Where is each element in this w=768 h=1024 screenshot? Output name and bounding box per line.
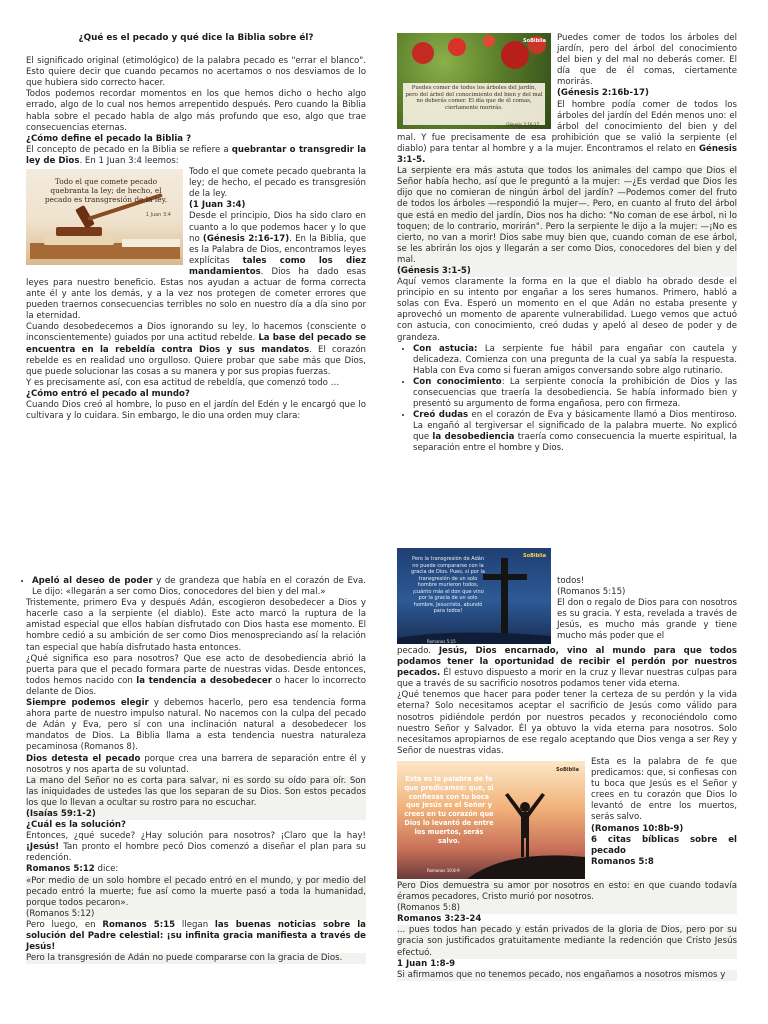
image-verse-text: Puedes comer de todos los árboles del jardín, pero del árbol del conocimiento del bien y del mal no deberás comer. El día que de él comas, ciertamente morirás. — [405, 85, 543, 111]
section-heading: ¿Cuál es la solución? — [26, 820, 126, 831]
section-heading: 1 Juan 1:8-9 — [397, 958, 456, 969]
page-title: ¿Qué es el pecado y qué dice la Biblia sobre él? — [78, 33, 314, 43]
paragraph: El concepto de pecado en la Biblia se refiere a quebrantar o transgredir la ley de Dios. En 1 Juan 3:4 leemos: — [26, 144, 366, 166]
list-item: • Con conocimiento: La serpiente conocía la prohibición de Dios y las consecuencias que traería la desobediencia. Se había informado bien y presentó su argumento de forma engañosa, pero con firmeza. — [413, 377, 737, 410]
list-item: • Apeló al deseo de poder y de grandeza que había en el corazón de Eva. Le dijo: «llegarán a ser como Dios, conocedores del bien y del mal.» — [32, 576, 366, 598]
image-verse-ref: Romanos 5:15 — [427, 639, 456, 644]
paragraph: El don o regalo de Dios para con nosotros es su gracia. Y esta, revelada a través de Jesús, es mucho más grande y tiene mucho más poder que el — [557, 598, 737, 642]
paragraph: Entonces, ¿qué sucede? ¿Hay solución para nosotros? ¡Claro que la hay! ¡Jesús! Tan pronto el hombre pecó Dios comenzó a diseñar el plan para su redención. — [26, 831, 366, 864]
paragraph: Y es precisamente así, con esa actitud de rebeldía, que comenzó todo … — [26, 377, 340, 388]
verse-quote: La serpiente era más astuta que todos los animales del campo que Dios el Señor había hecho, así que le preguntó a la mujer: —¿Es verdad que Dios les dijo que no comieran de ningún árbol del jardín? —Podemos comer del fruto de todos los árboles —respondió la mujer—. Pero, en cuanto al fruto del árbol que está en medio del jardín, Dios nos ha dicho: "No coman de ese árbol, ni lo toquen; de lo contrario, morirán". Pero la serpiente le dijo a la mujer: —¡No es cierto, no van a morir! Dios sabe muy bien que, cuando coman de ese árbol, se les abrirán los ojos y llegarán a ser como Dios, conocedores del bien y del mal. (Génesis 3:1-5) — [397, 166, 737, 276]
image-verse-ref: Génesis 2:16-17 — [506, 122, 539, 127]
verse-quote: Esta es la palabra de fe que predicamos: que, si confiesas con tu boca que Jesús es el Señor y crees en tu corazón que Dios lo levantó de entre los muertos, serás salvo. (Romanos 10:8b-9) — [591, 756, 737, 834]
image-verse-text: Esta es la palabra de fe que predicamos: que, si confiesas con tu boca que Jesús es el Señor y crees en tu corazón que Dios lo levantó de entre los muertos, serás salvo. — [404, 774, 494, 845]
paragraph: Desde el principio, Dios ha sido claro en cuanto a lo que podemos hacer y lo que no (Génesis 2:16-17). En la Biblia, que es la Palabra de Dios, encontramos leyes explícitas tales como los diez mandamientos. Dios ha dado esas leyes para nuestro beneficio. Estas nos ayudan a actuar de forma correcta ante él y ante los demás, y a la vez nos protegen de cometer errores que pueden traernos consecuencias terribles no solo en nuestro día a día sino por la eternidad. — [26, 211, 366, 322]
paragraph: Tristemente, primero Eva y después Adán, escogieron desobedecer a Dios y hacerle caso a la serpiente (el diablo). Este acto marcó la ruptura de la amistad especial que ellos habían disfrutado con Dios hasta ese momento. El hombre cedió a su ambición de ser como Dios menospreciando así la relación tan especial que había disfrutado hasta entonces. — [26, 598, 366, 653]
bullet-list — [16, 576, 366, 598]
verse-quote: Pero la transgresión de Adán no puede compararse con la gracia de Dios. — [26, 953, 366, 964]
verse-quote: Todo el que comete pecado quebranta la ley; de hecho, el pecado es transgresión de la ley. (1 Juan 3:4) — [189, 167, 366, 211]
verse-image-cross — [397, 548, 551, 644]
verse-quote: ... pues todos han pecado y están privados de la gloria de Dios, pero por su gracia son justificados gratuitamente mediante la redención que Cristo Jesús efectuó. — [397, 925, 737, 958]
image-verse-text: Pero la transgresión de Adán no puede compararse con la gracia de Dios. Pues, si por la transgresión de un solo hombre murieron todos, ¡cuánto más el don que vino por la gracia de un solo hombre, Jesucristo, abundó para todos! — [411, 556, 485, 614]
verse-image-gavel — [26, 169, 183, 265]
verse-quote: todos! (Romanos 5:15) — [557, 576, 626, 598]
section-heading: ¿Cómo entró el pecado al mundo? — [26, 388, 190, 399]
list-item: • Creó dudas en el corazón de Eva y básicamente llamó a Dios mentiroso. La engañó al tergiversar el significado de la palabra muerte. No explicó que la desobediencia traería como consecuencia la muerte espiritual, la separación entre el hombre y Dios. — [413, 410, 737, 454]
section-heading: ¿Cómo define el pecado la Biblia ? — [26, 133, 192, 144]
paragraph: El significado original (etimológico) de la palabra pecado es "errar el blanco". Esto quiere decir que cuando pecamos no acertamos o nos desviamos de lo que hubiera sido correcto hacer. — [26, 56, 366, 89]
image-verse-ref: 1 Juan 3:4 — [145, 212, 171, 219]
paragraph: Todos podemos recordar momentos en los que hemos dicho o hecho algo errado, algo de lo cual nos hemos arrepentido después. Pero cuando la Biblia habla sobre el pecado habla de algo más profundo que eso, algo que trae consecuencias eternas. — [26, 89, 366, 133]
paragraph: Romanos 5:12 dice: — [26, 864, 119, 875]
bullet-list — [397, 344, 737, 455]
paragraph: El hombre podía comer de todos los árboles del jardín del Edén menos uno: el árbol del conocimiento del bien y del mal. Y fue precisamente de esa prohibición que se valió la serpiente (el diablo) para tentar al hombre y a la mujer. Encontramos el relato en Génesis 3:1-5. — [397, 99, 737, 166]
image-verse-ref: Romanos 10:8-9 — [427, 867, 460, 873]
verse-image-apples — [397, 33, 551, 129]
verse-quote: La mano del Señor no es corta para salvar, ni es sordo su oído para oír. Son las iniquidades de ustedes las que los separan de su Dios. Son estos pecados los que lo llevan a ocultar su rostro para no escuchar. (Isaías 59:1-2) — [26, 775, 366, 819]
image-verse-text: Todo el que comete pecado quebranta la ley; de hecho, el pecado es transgresión de la ley. — [44, 177, 168, 205]
column-bottom-left — [26, 576, 366, 964]
paragraph: Siempre podemos elegir y debemos hacerlo, pero esa tendencia forma ahora parte de nuestro impulso natural. No nacemos con la culpa del pecado de Adán y Eva, pero sí con una inclinación natural a desobedecer los mandatos de Dios. La Biblia llama a esta tendencia nuestra naturaleza pecaminosa (Romanos 8). — [26, 698, 366, 753]
image-logo: SoBiblia — [523, 38, 546, 44]
paragraph: Dios detesta el pecado porque crea una barrera de separación entre él y nosotros y nos aparta de su voluntad. — [26, 753, 366, 775]
paragraph: ¿Qué significa eso para nosotros? Que ese acto de desobediencia abrió la puerta para que el pecado formara parte de nuestras vidas. Desde entonces, todos hemos nacido con la tendencia a desobedecer o hacer lo incorrecto delante de Dios. — [26, 653, 366, 697]
paragraph: pecado. Jesús, Dios encarnado, vino al mundo para que todos podamos tener la oportunidad de recibir el perdón por nuestros pecados. Él estuvo dispuesto a morir en la cruz y llevar nuestras culpas para que a través de su sacrificio nosotros podamos tener vida eterna. — [397, 646, 737, 690]
section-heading: 6 citas bíblicas sobre el pecado Romanos 5:8 — [591, 834, 737, 867]
column-top-right — [397, 33, 737, 455]
verse-quote: «Por medio de un solo hombre el pecado entró en el mundo, y por medio del pecado entró la muerte; fue así como la muerte pasó a toda la humanidad, porque todos pecaron». (Romanos 5:12) — [26, 875, 366, 919]
image-logo: SoBiblia — [523, 553, 546, 559]
paragraph: ¿Qué tenemos que hacer para poder tener la certeza de su perdón y la vida eterna? Solo necesitamos aceptar el sacrificio de Jesús como válido para nosotros pidiéndole perdón por nuestros pecados y reconociéndolo como nuestro Señor y Salvador. Él ya obtuvo la vida eterna para nosotros. Solo necesitamos apropiarnos de ese regalo aceptando que Dios venga a ser Rey y Señor de nuestras vidas. — [397, 690, 737, 756]
verse-quote: Si afirmamos que no tenemos pecado, nos engañamos a nosotros mismos y — [397, 970, 737, 981]
section-heading: Romanos 3:23-24 — [397, 914, 482, 925]
paragraph: Cuando desobedecemos a Dios ignorando su ley, lo hacemos (consciente o inconscientemente) guiados por una actitud rebelde. La base del pecado se encuentra en la rebeldía contra Dios y sus mandatos. El corazón rebelde es en realidad uno orgulloso. Quiere probar que sabe más que Dios, que puede solucionar las cosas a su manera y por sus propias fuerzas. — [26, 322, 367, 377]
verse-quote: Pero Dios demuestra su amor por nosotros en esto: en que cuando todavía éramos pecadores, Cristo murió por nosotros. (Romanos 5:8) — [397, 880, 737, 914]
image-logo: SoBiblia — [556, 766, 579, 773]
column-top-left — [26, 33, 366, 422]
paragraph: Aquí vemos claramente la forma en la que el diablo ha obrado desde el principio en su intento por engañar a los seres humanos. Primero, habló a solas con Eva. Esperó un momento en el que Adán no estaba presente y aprovechó un momento de aparente vulnerabilidad. Luego vemos que actuó con astucia, con conocimiento, creó dudas y apeló al deseo de poder y de grandeza. — [397, 277, 737, 343]
paragraph: Pero luego, en Romanos 5:15 llegan las buenas noticias sobre la solución del Padre celestial: ¡su infinita gracia manifiesta a través de Jesús! — [26, 919, 366, 953]
verse-quote: Puedes comer de todos los árboles del jardín, pero del árbol del conocimiento del bien y del mal no deberás comer. El día que de él comas, ciertamente morirás. (Génesis 2:16b-17) — [557, 33, 737, 99]
paragraph: Cuando Dios creó al hombre, lo puso en el jardín del Edén y le encargó que lo cultivara y lo cuidara. Sin embargo, le dio una orden muy clara: — [26, 400, 366, 422]
verse-image-praise — [397, 761, 585, 879]
list-item: • Con astucia: La serpiente fue hábil para engañar con cautela y delicadeza. Comienza con una pregunta de la cual ya sabía la respuesta. Habla con Eva como si fueran amigos conversando sobre algo rutinario. — [413, 344, 737, 377]
column-bottom-right — [397, 548, 737, 981]
